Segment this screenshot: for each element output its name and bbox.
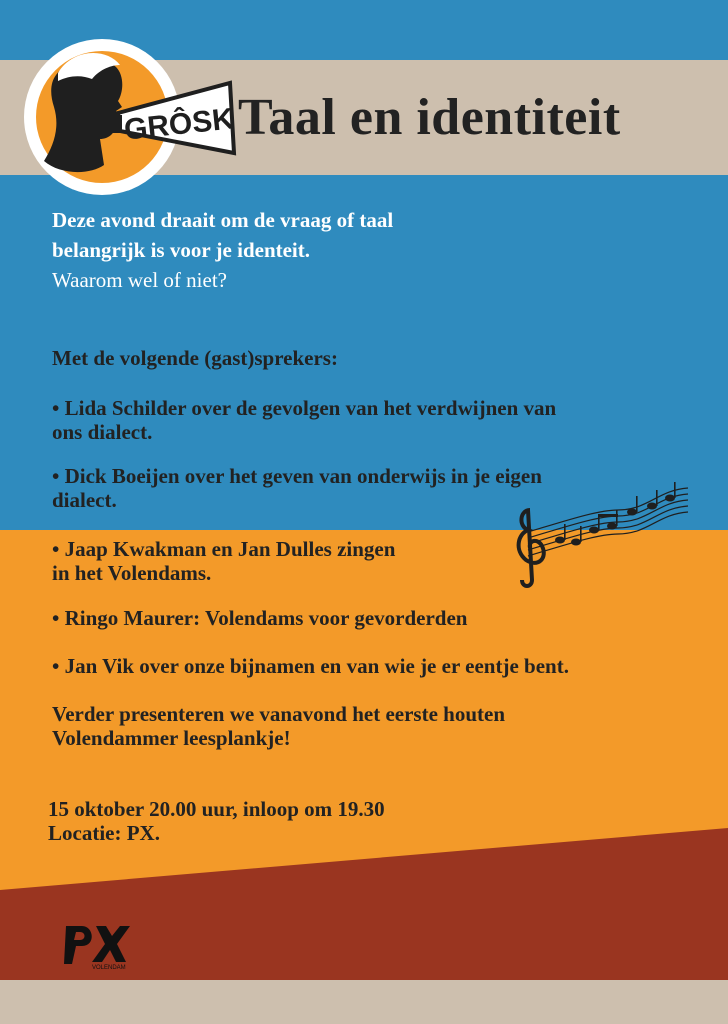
logo-brand-text: GRÔSK [122, 102, 236, 147]
closing-line: Verder presenteren we vanavond het eerste houten [52, 702, 506, 726]
speaker-item [52, 464, 542, 512]
speaker-line: in het Volendams. [52, 561, 212, 585]
poster-title: Taal en identiteit [238, 89, 621, 146]
closing-text [52, 702, 505, 750]
intro-line-1: Deze avond draait om de vraag of taal [52, 208, 394, 232]
bottom-tan-band [0, 980, 728, 1024]
grosk-logo [20, 35, 240, 200]
intro-line-2: belangrijk is voor je identeit. [52, 238, 311, 262]
treble-clef-icon [519, 510, 544, 586]
px-logo-x-icon [92, 926, 130, 962]
speaker-line: • Ringo Maurer: Volendams voor gevorderden [52, 606, 468, 630]
speaker-line: • Lida Schilder over de gevolgen van het verdwijnen van [52, 396, 557, 420]
speaker-item [52, 396, 556, 444]
px-logo-subtext: VOLENDAM [92, 965, 126, 970]
speaker-item [52, 537, 395, 585]
speaker-line: • Jaap Kwakman en Jan Dulles zingen [52, 537, 396, 561]
music-notes-icon [508, 480, 698, 590]
px-logo-p-icon [64, 926, 92, 964]
speaker-line: dialect. [52, 488, 117, 512]
speaker-line: • Jan Vik over onze bijnamen en van wie je er eentje bent. [52, 654, 569, 678]
closing-line: Volendammer leesplankje! [52, 726, 291, 750]
px-logo [62, 918, 142, 970]
event-details [48, 797, 385, 845]
speakers-heading: Met de volgende (gast)sprekers: [52, 346, 338, 370]
intro-line-3: Waarom wel of niet? [52, 268, 227, 292]
speaker-item [52, 606, 467, 630]
speaker-line: ons dialect. [52, 420, 153, 444]
event-date-time: 15 oktober 20.00 uur, inloop om 19.30 [48, 797, 385, 821]
event-location: Locatie: PX. [48, 821, 160, 845]
speaker-line: • Dick Boeijen over het geven van onderwijs in je eigen [52, 464, 542, 488]
speaker-item [52, 654, 569, 678]
